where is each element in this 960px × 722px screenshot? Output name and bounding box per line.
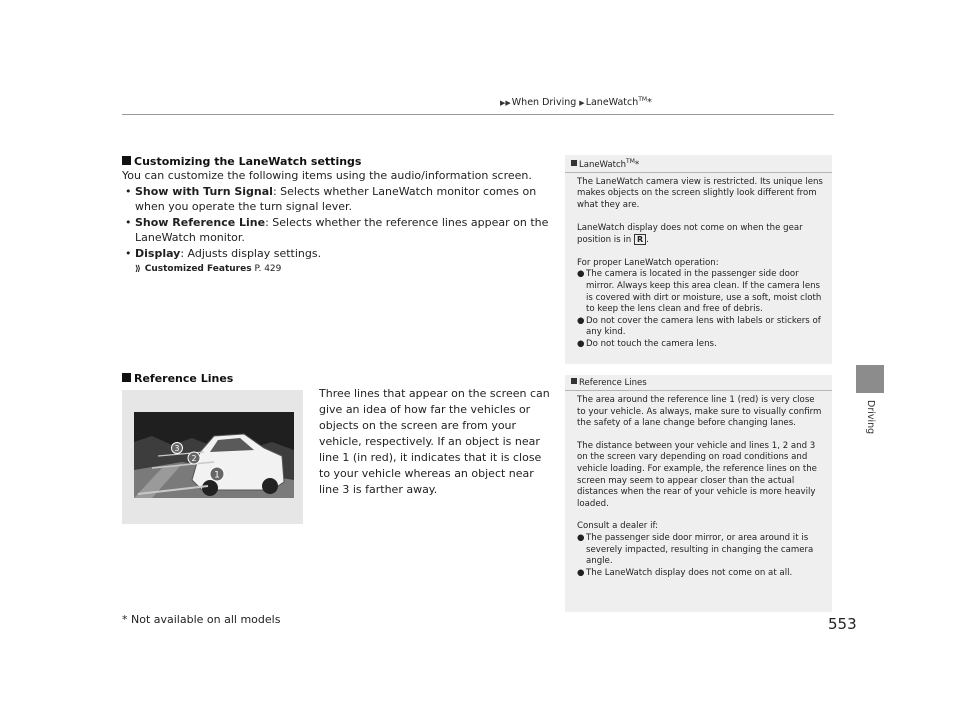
footnote: * Not available on all models — [122, 613, 281, 626]
square-bullet-icon — [122, 373, 131, 382]
page-number: 553 — [828, 615, 857, 633]
svg-text:1: 1 — [214, 470, 220, 481]
list-item: ● The LaneWatch display does not come on at all. — [577, 567, 793, 578]
note-box-reference-lines — [565, 375, 832, 612]
svg-text:2: 2 — [191, 454, 197, 463]
breadcrumb-item-lanewatch[interactable]: LaneWatch — [585, 97, 639, 109]
chapter-tab-label[interactable]: Driving — [865, 400, 876, 435]
header-divider — [122, 114, 834, 115]
breadcrumb-item-when-driving[interactable]: When Driving — [511, 97, 577, 109]
breadcrumb-arrow-icon: ▶▶ — [500, 99, 511, 108]
note-icon — [571, 378, 577, 384]
section-heading: Customizing the LaneWatch settings — [122, 155, 552, 168]
list-item: ● The camera is located in the passenger side door mirror. Always keep this area clean. If the camera lens is covered with dirt or moisture, use a soft, moist cloth to keep the lens clean and free of debris. — [577, 269, 822, 315]
reference-lines-description: Three lines that appear on the screen can give an idea of how far the vehicles or objects on the screen are from your vehicle, respectively. If an object is near line 1 (in red), it indicates that it is close to your vehicle whereas an object near line 3 is farther away. — [319, 387, 550, 496]
list-item: ● The passenger side door mirror, or area around it is severely impacted, resulting in changing the camera angle. — [577, 532, 814, 567]
list-item: ● Do not touch the camera lens. — [577, 338, 717, 349]
cross-reference-link[interactable]: ⟫ Customized Features P. 429 — [135, 264, 282, 274]
availability-asterisk: * — [647, 97, 652, 109]
note-icon — [571, 160, 577, 166]
note-box-lanewatch — [565, 155, 832, 364]
chapter-tab-marker — [856, 365, 884, 393]
note-title: Reference Lines — [565, 375, 832, 391]
customizing-section — [122, 155, 552, 274]
trademark-mark: TM — [638, 96, 648, 103]
gear-r-badge: R — [634, 234, 646, 245]
square-bullet-icon — [122, 156, 131, 165]
marker-3 — [172, 443, 183, 454]
svg-text:3: 3 — [174, 444, 180, 453]
breadcrumb — [500, 96, 652, 108]
section-intro: You can customize the following items using the audio/information screen. — [122, 169, 532, 182]
reference-lines-section — [122, 372, 552, 385]
lanewatch-screen-illustration — [122, 390, 303, 524]
section-heading: Reference Lines — [122, 372, 552, 385]
marker-2 — [188, 452, 200, 464]
note-body: The area around the reference line 1 (red) is very close to your vehicle. As always, make sure to visually confirm the safety of a lane change before changing lanes. The distance between your vehicle and lines 1, 2 and 3 on the screen vary depending on road conditions and vehicle loading. For example, the reference lines on the screen may seem to appear closer than the actual distances when the rear of your vehicle is more heavily loaded. Consult a dealer if: ● The passenger side door mirror, or area around it is severely impacted, resulting in changing the camera angle. ● The LaneWatch display does not come on at all. — [565, 391, 832, 585]
list-item: • Display: Adjusts display settings. — [125, 246, 322, 260]
breadcrumb-arrow-icon: ▶ — [579, 99, 585, 108]
list-item: • Show with Turn Signal: Selects whether LaneWatch monitor comes on when you operate the turn signal lever. — [125, 184, 537, 213]
double-arrow-icon: ⟫ — [135, 264, 141, 273]
marker-1 — [210, 467, 224, 481]
list-item: ● Do not cover the camera lens with labels or stickers of any kind. — [577, 315, 821, 338]
note-title: LaneWatch™* — [565, 155, 832, 173]
note-body: The LaneWatch camera view is restricted. Its unique lens makes objects on the screen slightly look different from what they are. LaneWatch display does not come on when the gear position is in R . For proper LaneWatch operation: ● The camera is located in the passenger side door mirror. Always keep this area clean. If the camera lens is covered with dirt or moisture, use a soft, moist cloth to keep the lens clean and free of debris. ● Do not cover the camera lens with labels or stickers of any kind. ● Do not touch the camera lens. — [577, 176, 823, 349]
list-item: • Show Reference Line: Selects whether the reference lines appear on the LaneWatch monitor. — [125, 215, 549, 244]
